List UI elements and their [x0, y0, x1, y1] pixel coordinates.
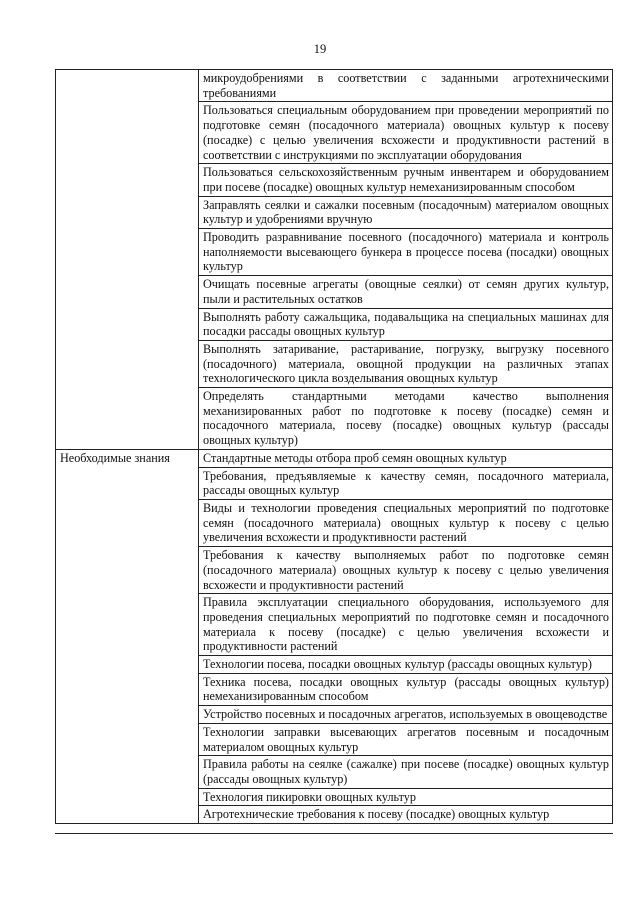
requirement-text-cell: Заправлять сеялки и сажалки посевным (посадочным) материалом овощных культур и удобрениями вручную	[199, 196, 613, 228]
requirement-text-cell: Проводить разравнивание посевного (посадочного) материала и контроль наполняемости высевающего бункера в процессе посева (посадки) овощных культур	[199, 229, 613, 276]
requirement-text-cell: Правила работы на сеялке (сажалке) при посеве (посадке) овощных культур (рассады овощных культур)	[199, 756, 613, 788]
requirement-text-cell: Устройство посевных и посадочных агрегатов, используемых в овощеводстве	[199, 706, 613, 724]
requirement-text-cell: Очищать посевные агрегаты (овощные сеялки) от семян других культур, пыли и растительных остатков	[199, 276, 613, 308]
section-label-cell	[56, 70, 199, 450]
requirement-text-cell: Агротехнические требования к посеву (посадке) овощных культур	[199, 806, 613, 824]
requirement-text-cell: Пользоваться сельскохозяйственным ручным инвентарем и оборудованием при посеве (посадке) овощных культур немеханизированным способом	[199, 164, 613, 196]
table-bottom-cut	[55, 833, 613, 834]
requirement-text-cell: Техника посева, посадки овощных культур (рассады овощных культур) немеханизированным способом	[199, 673, 613, 705]
requirement-text-cell: Правила эксплуатации специального оборудования, используемого для проведения специальных мероприятий по подготовке семян и посадочного материала к посеву (посадке) с целью увеличения всхожести и продуктивности растений	[199, 594, 613, 656]
requirement-text-cell: Виды и технологии проведения специальных мероприятий по подготовке семян (посадочного материала) овощных культур к посеву с целью увеличения всхожести и продуктивности растений	[199, 499, 613, 546]
section-label-cell: Необходимые знания	[56, 449, 199, 823]
requirement-text-cell: Пользоваться специальным оборудованием при проведении мероприятий по подготовке семян (посадочного материала) овощных культур к посеву (посадке) с целью увеличения всхожести и продуктивности растений в соответствии с инструкциями по эксплуатации оборудования	[199, 102, 613, 164]
requirement-text-cell: Выполнять работу сажальщика, подавальщика на специальных машинах для посадки рассады овощных культур	[199, 308, 613, 340]
requirements-table	[55, 69, 613, 824]
requirement-text-cell: Выполнять затаривание, растаривание, погрузку, выгрузку посевного (посадочного) материала, овощной продукции на различных этапах технологического цикла возделывания овощных культур	[199, 340, 613, 387]
requirement-text-cell: микроудобрениями в соответствии с заданными агротехническими требованиями	[199, 70, 613, 102]
requirement-text-cell: Технологии заправки высевающих агрегатов посевным и посадочным материалом овощных культур	[199, 723, 613, 755]
requirement-text-cell: Определять стандартными методами качество выполнения механизированных работ по подготовке к посеву (посадке) семян и посадочного материала, посеву (посадке) овощных культур (рассады овощных культур)	[199, 388, 613, 450]
requirement-text-cell: Требования к качеству выполняемых работ по подготовке семян (посадочного материала) овощных культур к посеву с целью увеличения всхожести и продуктивности растений	[199, 547, 613, 594]
requirement-text-cell: Стандартные методы отбора проб семян овощных культур	[199, 449, 613, 467]
requirement-text-cell: Требования, предъявляемые к качеству семян, посадочного материала, рассады овощных культур	[199, 467, 613, 499]
table-row	[56, 449, 613, 467]
requirement-text-cell: Технология пикировки овощных культур	[199, 788, 613, 806]
requirement-text-cell: Технологии посева, посадки овощных культур (рассады овощных культур)	[199, 656, 613, 674]
table-row	[56, 70, 613, 102]
table-body	[56, 70, 613, 824]
page-number: 19	[313, 42, 327, 56]
